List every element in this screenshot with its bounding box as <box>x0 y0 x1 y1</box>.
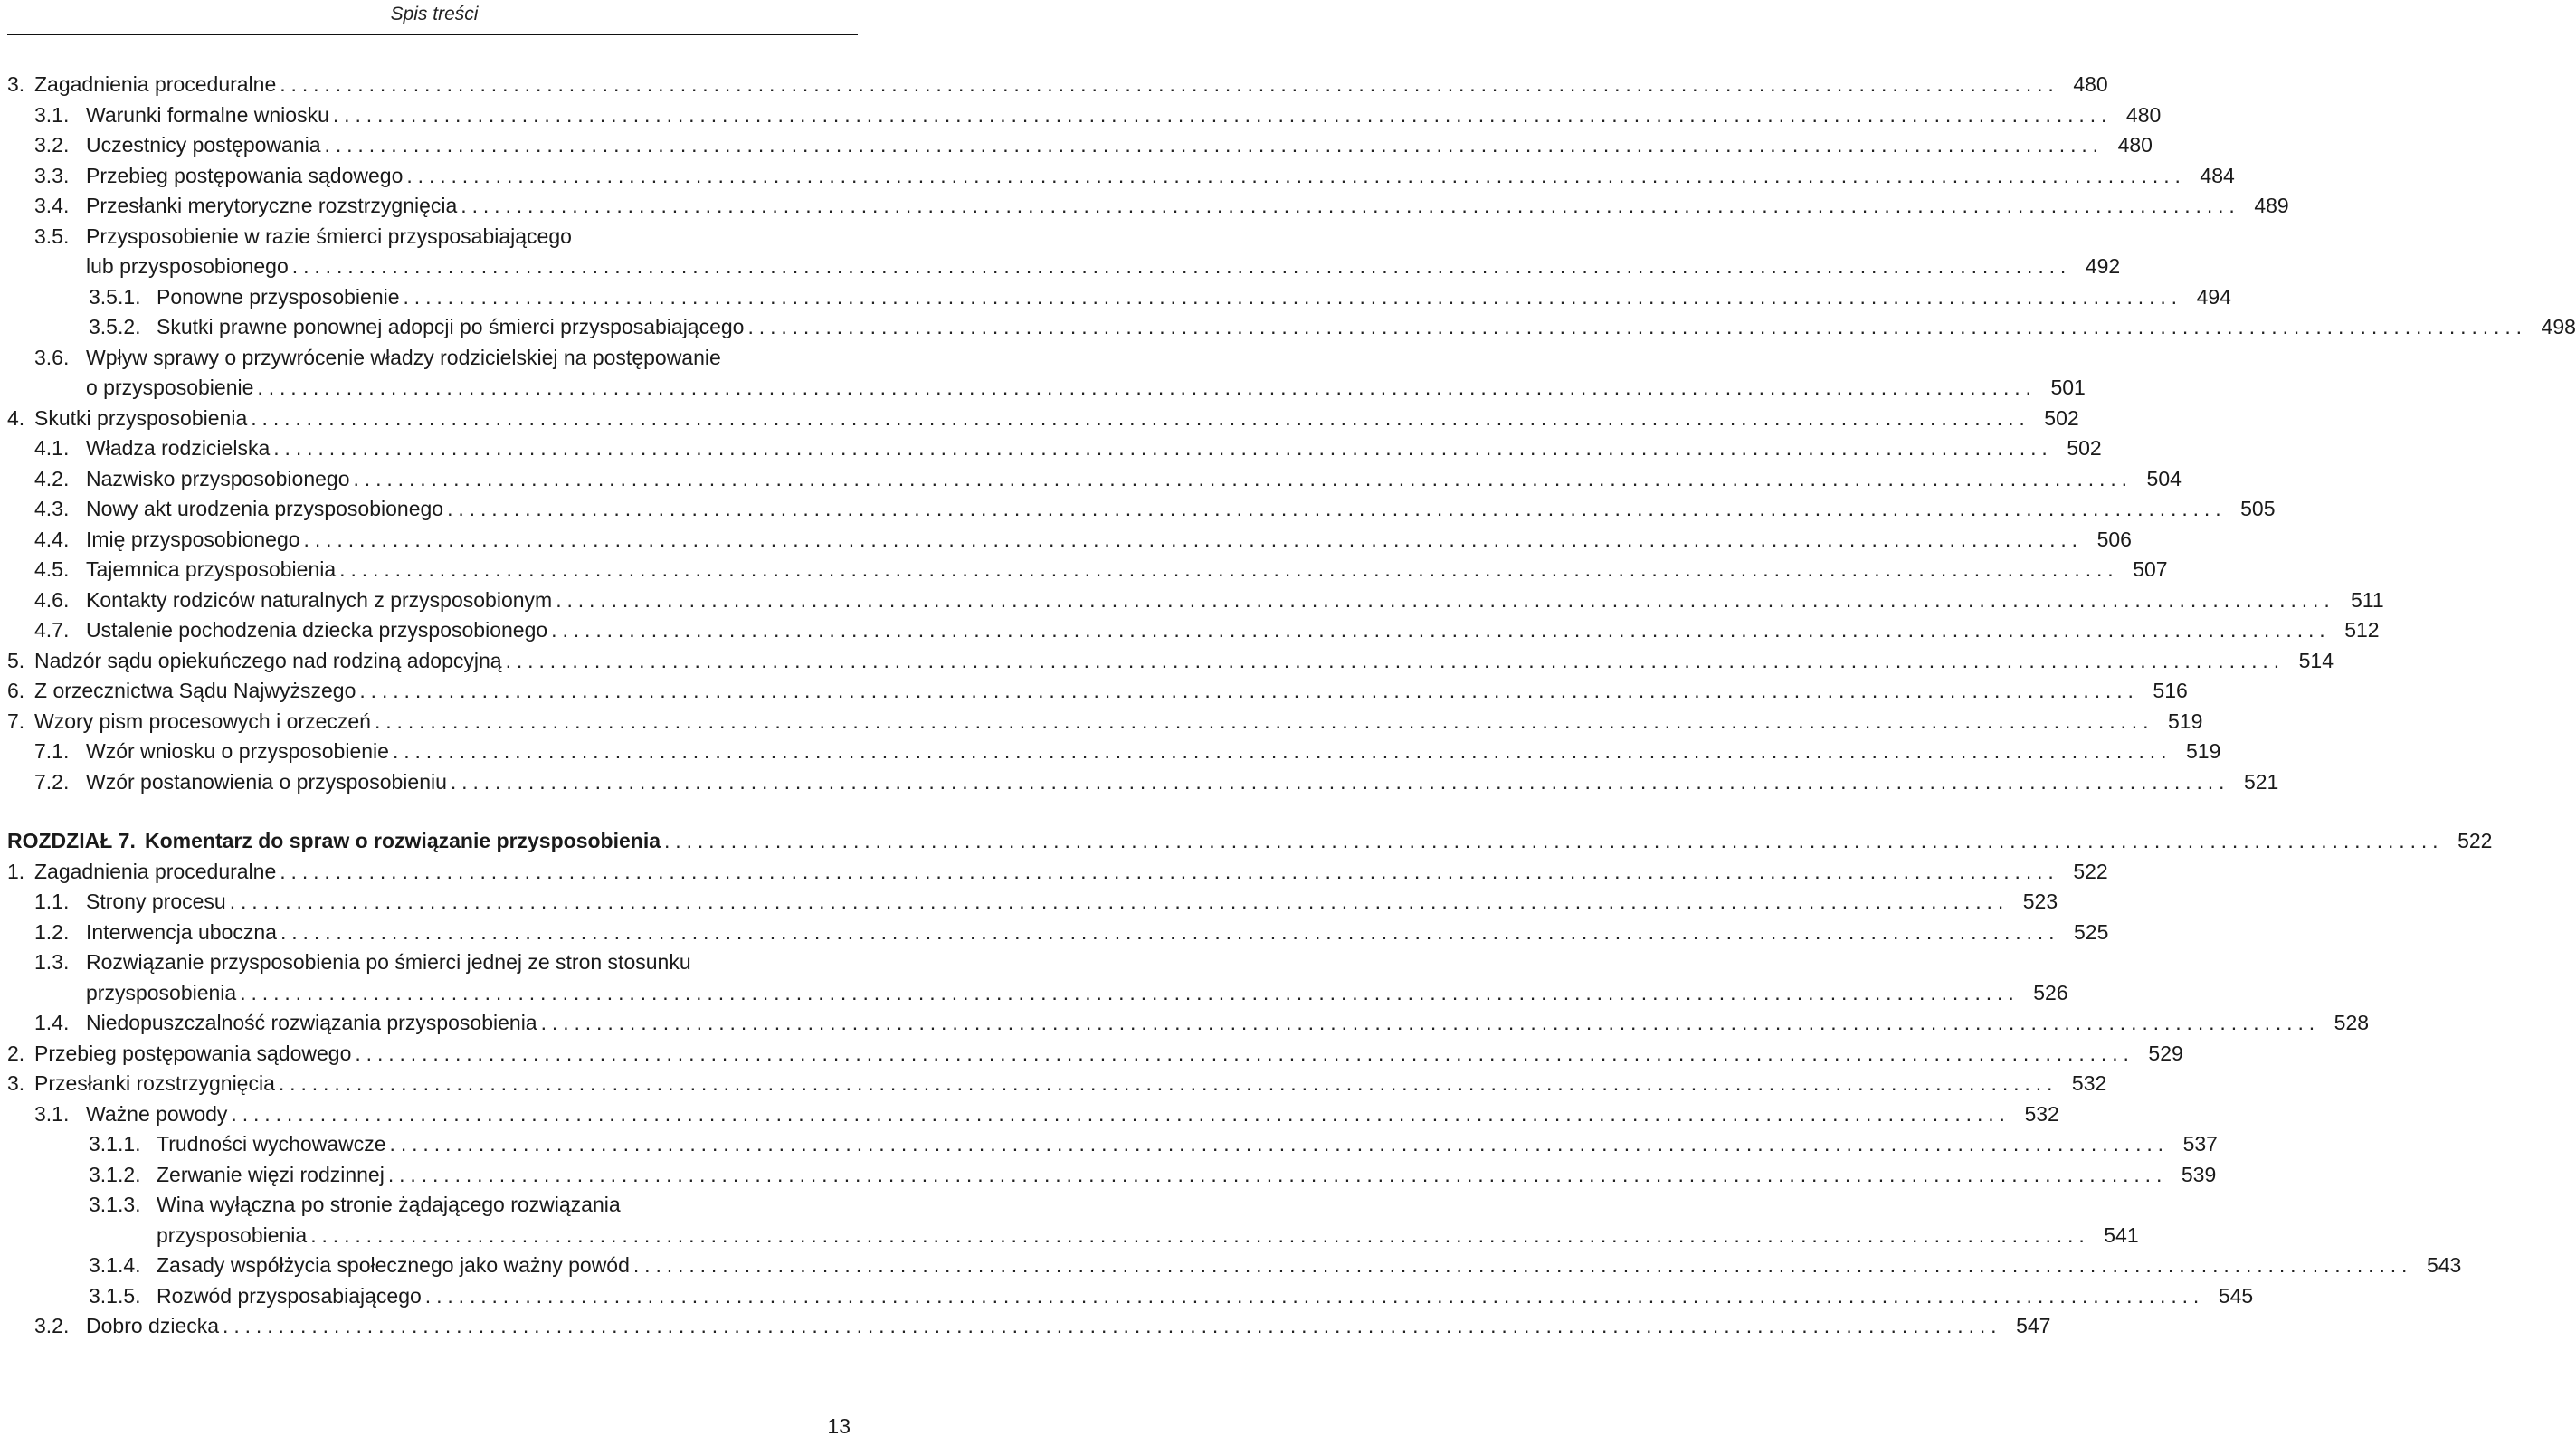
toc-entry-title: Przesłanki merytoryczne rozstrzygnięcia <box>86 194 458 217</box>
toc-entry[interactable] <box>0 433 2102 464</box>
toc-entry-number: 2. <box>7 1041 25 1065</box>
dot-leader: ................................................................................................................................................................ <box>406 163 2186 187</box>
toc-entry-number: 4.3. <box>34 497 70 520</box>
toc-entry-page: 484 <box>2200 163 2235 187</box>
toc-entry-number: 3.1.4. <box>89 1253 141 1277</box>
dot-leader: ................................................................................................................................................................ <box>310 1222 2090 1247</box>
toc-entry-title: Władza rodzicielska <box>86 436 271 460</box>
toc-entry-number: 3.1.5. <box>89 1283 141 1308</box>
toc-entry[interactable] <box>0 70 2108 100</box>
toc-entry-number: 1. <box>7 859 25 883</box>
toc-entry-number: 3.5.1. <box>89 284 141 309</box>
toc-entry[interactable] <box>0 161 2235 192</box>
toc-entry-title: Skutki przysposobienia <box>34 405 248 430</box>
toc-entry-title: Rozwiązanie przysposobienia po śmierci jednej ze stron stosunku <box>86 950 691 974</box>
toc-entry[interactable] <box>0 1281 2254 1312</box>
toc-entry-title: Imię przysposobionego <box>86 527 300 551</box>
dot-leader: ................................................................................................................................................................ <box>505 648 2286 672</box>
dot-leader: ................................................................................................................................................................ <box>280 919 2060 944</box>
toc-entry[interactable] <box>0 343 869 374</box>
dot-leader: ................................................................................................................................................................ <box>231 1101 2010 1126</box>
toc-entry-title: Wzór wniosku o przysposobienie <box>86 739 389 763</box>
dot-leader: ................................................................................................................................................................ <box>280 859 2059 883</box>
dot-leader: ................................................................................................................................................................ <box>273 436 2053 460</box>
toc-entry[interactable] <box>0 1251 2462 1281</box>
toc-entry-title: Komentarz do spraw o rozwiązanie przysposobienia <box>145 829 661 852</box>
toc-entry[interactable] <box>0 100 2162 131</box>
toc-entry-number: 3.2. <box>34 133 70 157</box>
toc-entry-page: 537 <box>2182 1132 2218 1156</box>
toc-entry-title: Wpływ sprawy o przywrócenie władzy rodzicielskiej na postępowanie <box>86 345 721 369</box>
toc-entry-page: 512 <box>2344 618 2380 642</box>
toc-entry-title: Z orzecznictwa Sądu Najwyższego <box>34 679 356 702</box>
dot-leader: ................................................................................................................................................................ <box>632 1253 2413 1277</box>
toc-entry-title: Skutki prawne ponownej adopcji po śmierci przysposabiającego <box>157 315 745 338</box>
dot-leader: ................................................................................................................................................................ <box>291 254 2072 278</box>
dot-leader: ................................................................................................................................................................ <box>251 405 2030 430</box>
toc-entry-number: 3. <box>7 72 25 96</box>
toc-entry-page: 514 <box>2298 648 2334 672</box>
toc-entry-number: 3.1.1. <box>89 1132 141 1156</box>
toc-entry-page: 539 <box>2181 1162 2217 1186</box>
dot-leader: ................................................................................................................................................................ <box>229 889 2010 913</box>
toc-entry-number: 4.1. <box>34 436 70 460</box>
toc-entry-number: 1.3. <box>34 950 70 974</box>
toc-entry-title: Przebieg postępowania sądowego <box>86 163 404 187</box>
toc-entry-page: 529 <box>2148 1041 2183 1065</box>
toc-entry-number: 4.7. <box>34 618 70 642</box>
toc-entry-title: Trudności wychowawcze <box>157 1132 386 1156</box>
dot-leader: ................................................................................................................................................................ <box>424 1283 2205 1308</box>
toc-entry-number: 5. <box>7 648 25 672</box>
toc-entry[interactable] <box>0 857 2108 888</box>
toc-entry-number: 3.5. <box>34 224 70 248</box>
toc-entry-title: przysposobienia <box>157 1222 308 1247</box>
toc-entry[interactable] <box>0 1129 2218 1160</box>
dot-leader: ................................................................................................................................................................ <box>556 587 2335 612</box>
toc-entry[interactable] <box>0 555 2168 585</box>
toc-entry-title: Zasady współżycia społecznego jako ważny powód <box>157 1253 630 1277</box>
toc-entry-number: 4.6. <box>34 587 70 612</box>
toc-entry[interactable] <box>0 252 2121 282</box>
toc-entry-title: Nazwisko przysposobionego <box>86 466 350 490</box>
dot-leader: ................................................................................................................................................................ <box>447 497 2227 520</box>
toc-entry-title: Nadzór sądu opiekuńczego nad rodziną adopcyjną <box>34 648 502 672</box>
toc-entry-title: Ustalenie pochodzenia dziecka przysposobionego <box>86 618 548 642</box>
toc-entry-number: 7.2. <box>34 769 70 794</box>
toc-entry-number: 4. <box>7 405 25 430</box>
toc-entry-title: Przesłanki rozstrzygnięcia <box>34 1071 275 1095</box>
toc-entry-number: 4.5. <box>34 557 70 581</box>
toc-entry[interactable] <box>0 1099 2059 1130</box>
dot-leader: ................................................................................................................................................................ <box>403 284 2182 309</box>
toc-entry[interactable] <box>0 373 2086 404</box>
toc-entry-title: Zagadnienia proceduralne <box>34 859 277 883</box>
toc-entry-title: Wzór postanowienia o przysposobieniu <box>86 769 447 794</box>
toc-entry[interactable] <box>0 1008 2370 1039</box>
dot-leader: ................................................................................................................................................................ <box>461 194 2240 217</box>
toc-entry-page: 543 <box>2426 1253 2462 1277</box>
dot-leader: ................................................................................................................................................................ <box>355 1041 2134 1065</box>
toc-entry-page: 492 <box>2085 254 2121 278</box>
toc-entry-number: 4.4. <box>34 527 70 551</box>
toc-entry-page: 519 <box>2168 709 2203 733</box>
toc-entry-number: 7.1. <box>34 739 70 763</box>
toc-entry-title: Ponowne przysposobienie <box>157 284 400 309</box>
toc-entry-title: Nowy akt urodzenia przysposobionego <box>86 497 444 520</box>
toc-entry-title: Tajemnica przysposobienia <box>86 557 337 581</box>
toc-entry-page: 506 <box>2096 527 2132 551</box>
toc-entry-title: Przysposobienie w razie śmierci przysposabiającego <box>86 224 572 248</box>
dot-leader: ................................................................................................................................................................ <box>280 72 2059 96</box>
toc-entry-title: Przebieg postępowania sądowego <box>34 1041 352 1065</box>
toc-entry-page: 480 <box>2125 102 2162 127</box>
dot-leader: ................................................................................................................................................................ <box>257 376 2037 399</box>
toc-entry-title: Rozwód przysposabiającego <box>157 1283 422 1308</box>
toc-entry-number: 3.4. <box>34 194 70 217</box>
toc-entry-page: 501 <box>2050 376 2086 399</box>
header-rule <box>7 34 858 35</box>
toc-entry-number: 7. <box>7 709 25 733</box>
dot-leader: ................................................................................................................................................................ <box>551 618 2331 642</box>
dot-leader: ................................................................................................................................................................ <box>374 709 2154 733</box>
toc-entry[interactable] <box>0 947 869 978</box>
toc-entry-page: 525 <box>2074 919 2109 944</box>
toc-entry-title: lub przysposobionego <box>86 254 289 278</box>
dot-leader: ................................................................................................................................................................ <box>747 315 2527 338</box>
dot-leader: ................................................................................................................................................................ <box>339 557 2119 581</box>
toc-entry-page: 545 <box>2218 1283 2254 1308</box>
toc-entry-number: 3.1.3. <box>89 1193 141 1216</box>
dot-leader: ................................................................................................................................................................ <box>359 679 2139 702</box>
dot-leader: ................................................................................................................................................................ <box>278 1071 2058 1095</box>
toc-entry-page: 532 <box>2071 1071 2107 1095</box>
toc-entry[interactable] <box>0 1160 2217 1191</box>
toc-entry-page: 489 <box>2254 194 2289 217</box>
toc-entry[interactable] <box>0 525 2132 556</box>
toc-entry-title: Kontakty rodziców naturalnych z przysposobionym <box>86 587 553 612</box>
toc-entry[interactable] <box>0 1311 2051 1342</box>
toc-entry-number: 1.1. <box>34 889 70 913</box>
dot-leader: ................................................................................................................................................................ <box>664 829 2444 852</box>
toc-entry-number: 3.1. <box>34 1101 70 1126</box>
toc-entry-title: Wzory pism procesowych i orzeczeń <box>34 709 371 733</box>
toc-entry-page: 502 <box>2067 436 2102 460</box>
toc-entry[interactable] <box>0 464 2182 495</box>
dot-leader: ................................................................................................................................................................ <box>324 133 2104 157</box>
dot-leader: ................................................................................................................................................................ <box>353 466 2133 490</box>
toc-entry-page: 528 <box>2334 1011 2370 1034</box>
toc-entry[interactable] <box>0 494 2276 525</box>
section-gap <box>0 797 869 826</box>
running-head: Spis treści <box>390 4 479 24</box>
dot-leader: ................................................................................................................................................................ <box>540 1011 2321 1034</box>
dot-leader: ................................................................................................................................................................ <box>223 1314 2002 1337</box>
toc-entry-page: 532 <box>2024 1101 2059 1126</box>
dot-leader: ................................................................................................................................................................ <box>450 769 2230 794</box>
toc-entry[interactable] <box>0 615 2380 646</box>
dot-leader: ................................................................................................................................................................ <box>392 739 2172 763</box>
toc-entry-page: 526 <box>2033 980 2068 1004</box>
toc-entry-page: 547 <box>2016 1314 2051 1337</box>
toc-entry[interactable] <box>0 646 2334 677</box>
toc-entry-title: przysposobienia <box>86 980 237 1004</box>
toc-entry[interactable] <box>0 767 2279 798</box>
table-of-contents <box>0 70 2576 1342</box>
toc-entry[interactable] <box>0 282 2231 313</box>
toc-entry[interactable] <box>0 887 2058 918</box>
toc-entry[interactable] <box>0 676 2188 707</box>
toc-entry[interactable] <box>0 978 2068 1009</box>
toc-entry[interactable] <box>0 312 2576 343</box>
toc-entry-page: 521 <box>2243 769 2279 794</box>
toc-entry-page: 516 <box>2153 679 2188 702</box>
toc-entry[interactable] <box>0 1039 2183 1070</box>
toc-entry-page: 480 <box>2117 133 2153 157</box>
toc-entry[interactable] <box>0 585 2384 616</box>
toc-entry-number: 3.1.2. <box>89 1162 141 1186</box>
dot-leader: ................................................................................................................................................................ <box>332 102 2113 127</box>
toc-entry-title: o przysposobienie <box>86 376 254 399</box>
toc-entry-title: Strony procesu <box>86 889 226 913</box>
toc-entry-page: 523 <box>2022 889 2058 913</box>
toc-chapter-entry[interactable] <box>0 826 2493 857</box>
toc-entry-number: 4.2. <box>34 466 70 490</box>
toc-entry-title: Niedopuszczalność rozwiązania przysposobienia <box>86 1011 537 1034</box>
toc-entry-page: 519 <box>2185 739 2221 763</box>
dot-leader: ................................................................................................................................................................ <box>387 1162 2168 1186</box>
toc-entry-page: 522 <box>2073 859 2108 883</box>
toc-entry-title: Interwencja uboczna <box>86 919 277 944</box>
toc-entry-number: 3.2. <box>34 1314 70 1337</box>
toc-entry-page: 505 <box>2240 497 2276 520</box>
dot-leader: ................................................................................................................................................................ <box>389 1132 2169 1156</box>
toc-entry[interactable] <box>0 1221 2139 1251</box>
toc-entry-title: Wina wyłączna po stronie żądającego rozwiązania <box>157 1193 621 1216</box>
toc-entry-page: 541 <box>2104 1222 2139 1247</box>
toc-entry[interactable] <box>0 1069 2107 1099</box>
toc-entry[interactable] <box>0 404 2079 434</box>
toc-entry[interactable] <box>0 191 2289 222</box>
toc-entry[interactable] <box>0 1190 869 1221</box>
dot-leader: ................................................................................................................................................................ <box>303 527 2083 551</box>
toc-entry[interactable] <box>0 130 2153 161</box>
toc-entry-title: Warunki formalne wniosku <box>86 102 329 127</box>
toc-entry-title: Dobro dziecka <box>86 1314 220 1337</box>
toc-entry-page: 504 <box>2146 466 2182 490</box>
toc-entry[interactable] <box>0 222 869 252</box>
toc-entry-number: 1.4. <box>34 1011 70 1034</box>
toc-entry-number: 3.3. <box>34 163 70 187</box>
toc-entry-number: 3.1. <box>34 102 70 127</box>
toc-entry-page: 494 <box>2196 284 2231 309</box>
toc-entry-page: 502 <box>2044 405 2079 430</box>
toc-entry-number: 3.6. <box>34 345 70 369</box>
toc-entry-page: 507 <box>2133 557 2168 581</box>
toc-entry-number: 6. <box>7 679 25 702</box>
page-number: 13 <box>827 1414 851 1438</box>
toc-entry-page: 498 <box>2541 315 2576 338</box>
toc-entry-page: 522 <box>2457 829 2493 852</box>
toc-entry-page: 480 <box>2073 72 2108 96</box>
toc-entry-title: Zerwanie więzi rodzinnej <box>157 1162 385 1186</box>
toc-entry-number: 1.2. <box>34 919 70 944</box>
toc-entry-number: 3. <box>7 1071 25 1095</box>
toc-entry[interactable] <box>0 707 2203 737</box>
toc-entry-number: ROZDZIAŁ 7. <box>7 829 136 852</box>
dot-leader: ................................................................................................................................................................ <box>240 980 2020 1004</box>
toc-entry-title: Zagadnienia proceduralne <box>34 72 277 96</box>
toc-entry-title: Ważne powody <box>86 1101 228 1126</box>
toc-entry-number: 3.5.2. <box>89 315 141 338</box>
toc-entry-title: Uczestnicy postępowania <box>86 133 321 157</box>
toc-entry[interactable] <box>0 737 2221 767</box>
toc-entry[interactable] <box>0 918 2109 948</box>
toc-entry-page: 511 <box>2350 587 2384 612</box>
